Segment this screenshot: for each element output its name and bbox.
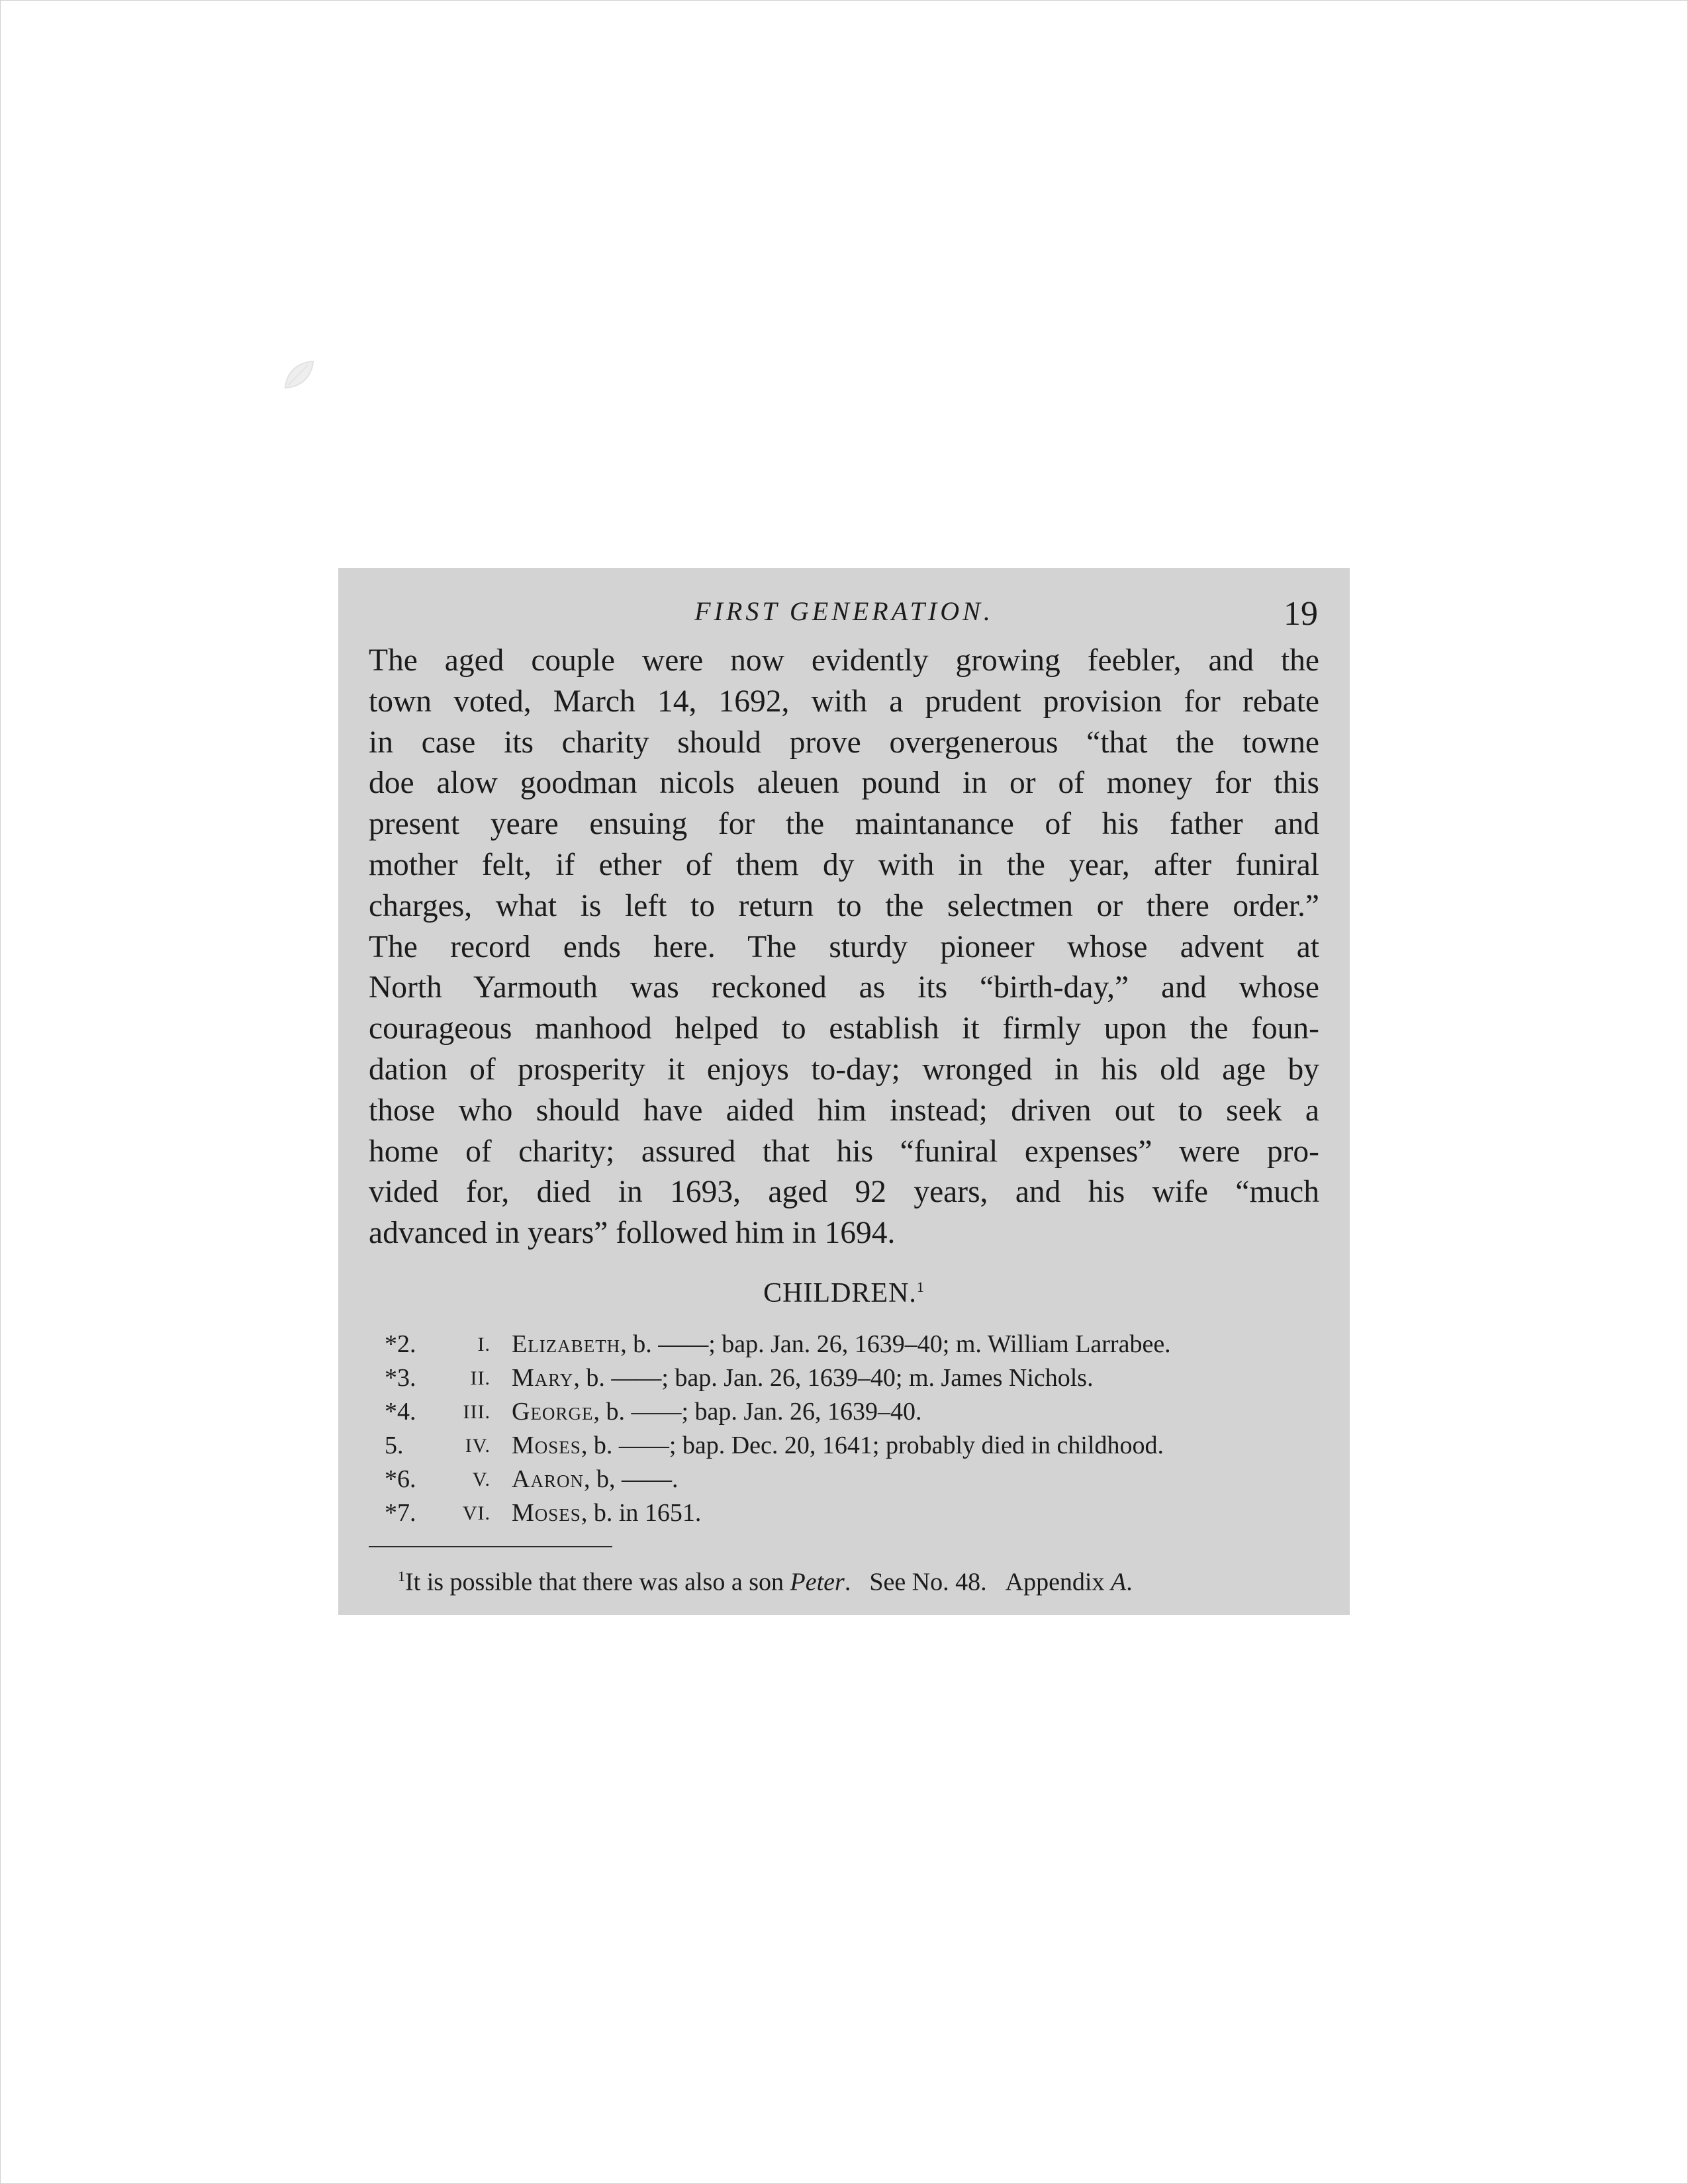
- scanned-page: [338, 568, 1350, 1615]
- child-detail: , b. ——; bap. Dec. 20, 1641; probably died in childhood.: [581, 1432, 1164, 1459]
- scan-blemish-icon: [281, 357, 317, 393]
- child-entry: [385, 1496, 1325, 1530]
- footnote-appendix-label: Appendix: [1005, 1568, 1105, 1596]
- child-name: Mary: [512, 1364, 574, 1392]
- page-number: 19: [1284, 595, 1318, 633]
- children-heading: [338, 1277, 1350, 1309]
- child-detail: , b. ——; bap. Jan. 26, 1639–40; m. William Larrabee.: [620, 1330, 1171, 1358]
- body-line: dation of prosperity it enjoys to-day; wronged in his old age by: [369, 1052, 1319, 1087]
- body-line: town voted, March 14, 1692, with a prudent provision for rebate: [369, 684, 1319, 719]
- child-entry: [385, 1429, 1325, 1463]
- footnote-appendix-letter: A: [1111, 1568, 1127, 1596]
- child-reference-number: *7.: [385, 1499, 416, 1527]
- child-reference-number: *4.: [385, 1398, 416, 1426]
- children-list: [385, 1328, 1325, 1530]
- child-name: Aaron: [512, 1465, 584, 1493]
- child-entry: [385, 1361, 1325, 1395]
- body-line: home of charity; assured that his “funiral expenses” were pro-: [369, 1134, 1319, 1169]
- child-ordinal: III.: [463, 1401, 491, 1423]
- running-head: FIRST GENERATION.: [694, 596, 994, 626]
- child-name: Elizabeth: [512, 1330, 621, 1358]
- child-ordinal: II.: [470, 1367, 491, 1389]
- body-line: in case its charity should prove overgenerous “that the towne: [369, 725, 1319, 760]
- children-heading-text: CHILDREN.: [763, 1278, 917, 1308]
- footnote: $^1$It is possible that there was also a son Peter. See No. 48. Appendix A.: [398, 1568, 1133, 1596]
- body-line: advanced in years” followed him in 1694.: [369, 1216, 896, 1251]
- child-detail: , b, ——.: [583, 1465, 679, 1493]
- body-line: vided for, died in 1693, aged 92 years, and his wife “much: [369, 1175, 1319, 1210]
- body-line: The aged couple were now evidently growing feebler, and the: [369, 643, 1319, 678]
- footnote-see: See No. 48.: [869, 1568, 987, 1596]
- body-line: present yeare ensuing for the maintanance of his father and: [369, 807, 1319, 842]
- footnote-name: Peter: [790, 1568, 845, 1596]
- footnote-marker: 1: [398, 1568, 405, 1584]
- child-ordinal: I.: [477, 1334, 491, 1355]
- page-header: [338, 581, 1350, 634]
- footnote-marker: 1: [916, 1279, 925, 1295]
- child-reference-number: *3.: [385, 1364, 416, 1392]
- child-reference-number: *6.: [385, 1465, 416, 1493]
- child-entry: [385, 1463, 1325, 1496]
- child-ordinal: VI.: [462, 1502, 491, 1524]
- body-line: doe alow goodman nicols aleuen pound in or of money for this: [369, 766, 1319, 801]
- child-detail: , b. ——; bap. Jan. 26, 1639–40; m. James Nichols.: [573, 1364, 1094, 1392]
- child-name: George: [512, 1398, 594, 1426]
- child-name: Moses: [512, 1432, 581, 1459]
- body-line: those who should have aided him instead; driven out to seek a: [369, 1093, 1319, 1128]
- body-line: charges, what is left to return to the selectmen or there order.”: [369, 888, 1319, 923]
- child-detail: , b. ——; bap. Jan. 26, 1639–40.: [593, 1398, 922, 1426]
- child-name: Moses: [512, 1499, 581, 1527]
- body-line: mother felt, if ether of them dy with in the year, after funiral: [369, 847, 1319, 882]
- body-paragraph: [369, 641, 1319, 1254]
- child-detail: , b. in 1651.: [581, 1499, 702, 1527]
- child-ordinal: IV.: [465, 1435, 491, 1457]
- body-line: The record ends here. The sturdy pioneer whose advent at: [369, 929, 1319, 964]
- body-line: courageous manhood helped to establish it firmly upon the foun-: [369, 1011, 1319, 1046]
- child-reference-number: 5.: [385, 1432, 404, 1459]
- footnote-text: It is possible that there was also a son: [405, 1568, 784, 1596]
- child-entry: [385, 1395, 1325, 1429]
- child-reference-number: *2.: [385, 1330, 416, 1358]
- child-entry: [385, 1328, 1325, 1361]
- body-line: North Yarmouth was reckoned as its “birth-day,” and whose: [369, 970, 1319, 1005]
- footnote-divider: [369, 1546, 612, 1547]
- child-ordinal: V.: [472, 1469, 491, 1490]
